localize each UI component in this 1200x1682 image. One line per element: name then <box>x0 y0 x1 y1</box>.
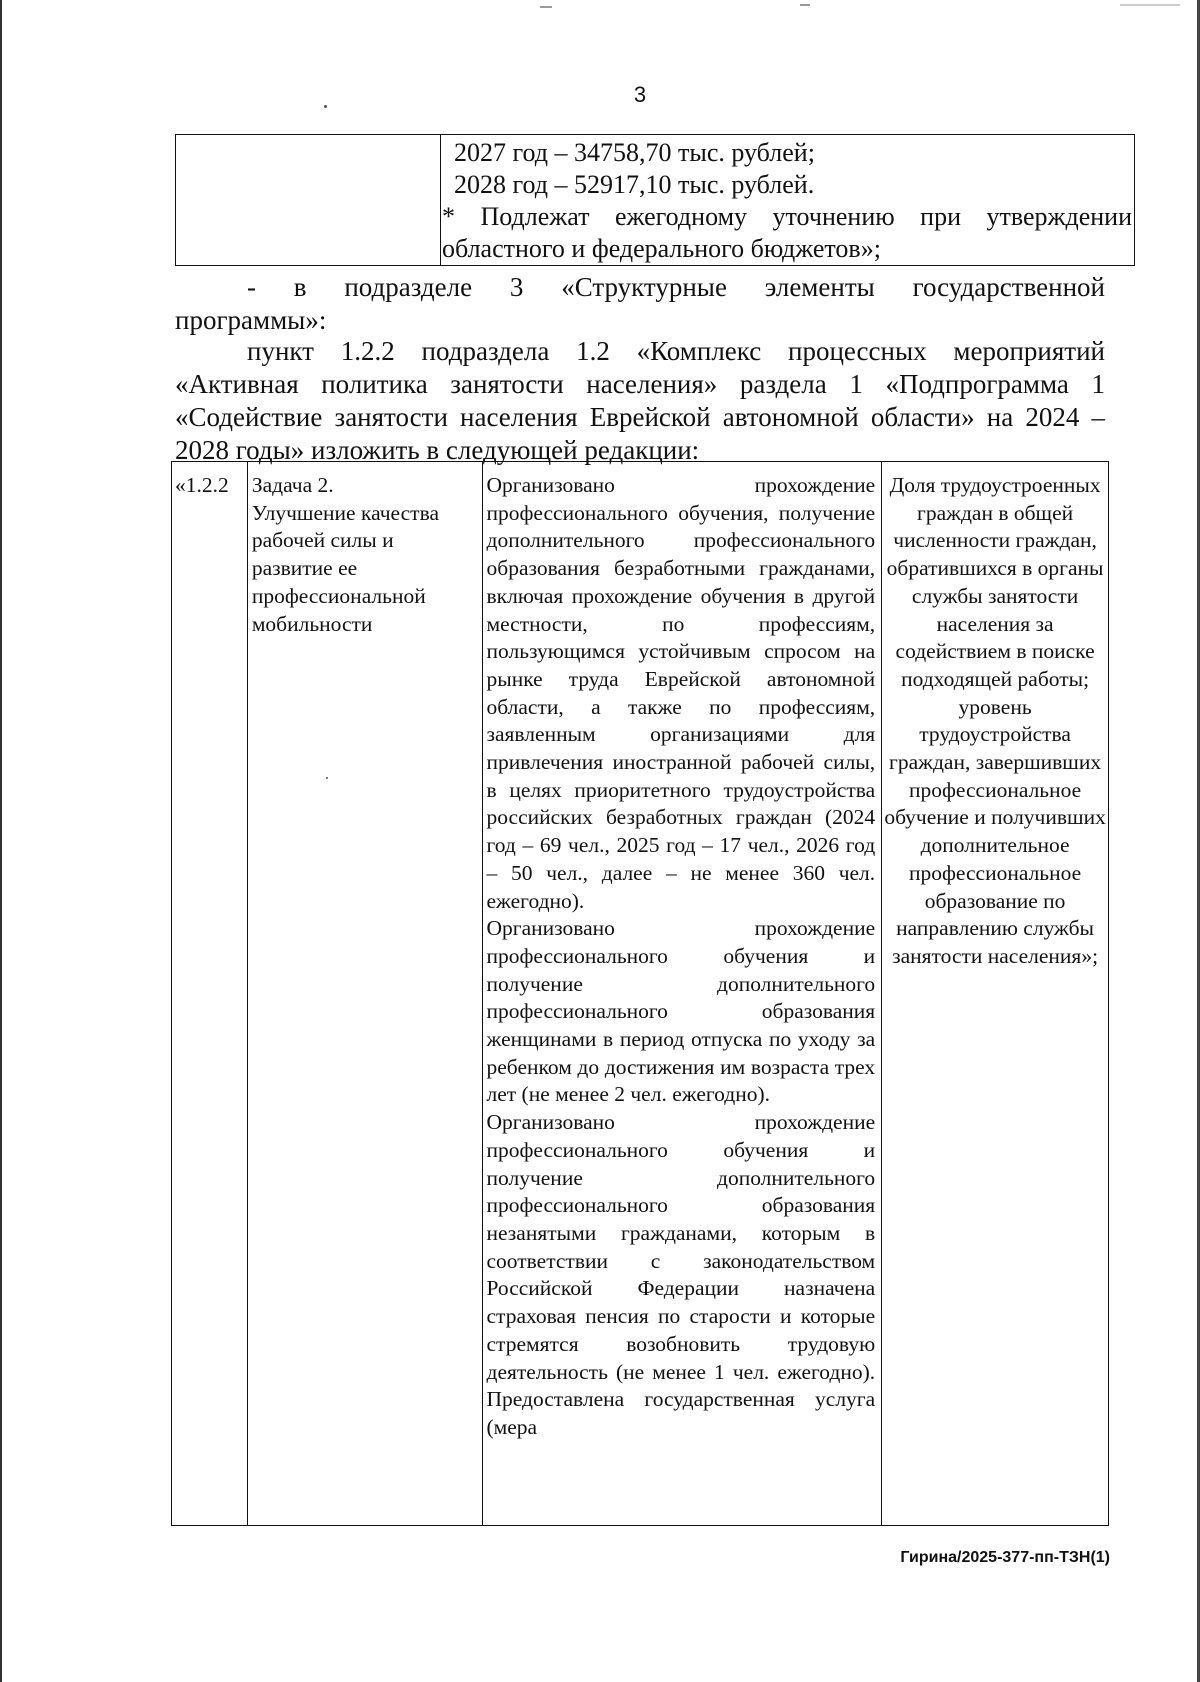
item-number: «1.2.2 <box>175 473 229 497</box>
result-text: Организовано прохождение профессионального обучения и получение дополнительного профессионального образования женщинами в период отпуска по уходу за ребенком до достижения им возраста трех лет (не менее 2 чел. ежегодно). <box>486 916 876 1107</box>
table-row <box>172 462 1109 1526</box>
paragraph-line: - в подразделе 3 «Структурные элементы государственной <box>247 272 1105 302</box>
budget-line-2027: 2027 год – 34758,70 тыс. рублей; <box>454 138 815 167</box>
paragraph-line: программы»: <box>175 305 327 335</box>
paragraph-line: 2028 годы» изложить в следующей редакции: <box>175 435 700 465</box>
paragraph-item <box>175 335 1105 467</box>
paragraph-line: пункт 1.2.2 подраздела 1.2 «Комплекс процессных мероприятий <box>247 336 1105 366</box>
indicator-text: Доля трудоустроенных граждан в общей численности граждан, обратившихся в органы службы занятости населения за содействием в поиске подходящей работы; уровень трудоустройства граждан, завершивших профессиональное обучение и получивших дополнительное профессиональное образование по направлению службы занятости населения»; <box>884 473 1106 968</box>
page-number: 3 <box>633 82 647 107</box>
task-text: Улучшение качества рабочей силы и развитие ее профессиональной мобильности <box>251 500 439 636</box>
task-title: Задача 2. <box>251 473 334 497</box>
scan-artifact <box>540 6 552 8</box>
result-text: Организовано прохождение профессионального обучения, получение дополнительного профессионального образования безработными гражданами, включая прохождение обучения в другой местности, по профессиям, пользующимся устойчивым спросом на рынке труда Еврейской автономной области, а также по профессиям, заявленным организациями для привлечения иностранной рабочей силы, в целях приоритетного трудоустройства российских безработных граждан (2024 год – 69 чел., 2025 год – 17 чел., 2026 год – 50 чел., далее – не менее 360 чел. ежегодно). <box>486 473 876 913</box>
scan-artifact <box>800 4 810 6</box>
budget-note-line: областного и федерального бюджетов»; <box>442 234 881 263</box>
scan-artifact <box>1120 4 1180 6</box>
page-left-edge <box>0 0 2 1682</box>
budget-note-line: * Подлежат ежегодному уточнению при утверждении <box>442 202 1132 231</box>
budget-empty-cell <box>176 135 441 266</box>
measures-table <box>171 461 1109 1526</box>
result-text: Организовано прохождение профессионального обучения и получение дополнительного профессионального образования незанятыми гражданами, которым в соответствии с законодательством Российской Федерации назначена страховая пенсия по старости и которые стремятся возобновить трудовую деятельность (не менее 1 чел. ежегодно). Предоставлена государственная услуга (мера <box>486 1110 876 1439</box>
indicator-cell <box>882 462 1109 1526</box>
budget-table <box>175 134 1135 266</box>
budget-line-2028: 2028 год – 52917,10 тыс. рублей. <box>454 170 815 199</box>
item-number-cell <box>172 462 248 1526</box>
paragraph-subsection <box>175 271 1105 337</box>
paragraph-line: «Содействие занятости населения Еврейской автономной области» на 2024 – <box>175 402 1105 432</box>
task-cell <box>247 462 482 1526</box>
document-reference: Гирина/2025-377-пп-ТЗН(1) <box>900 1549 1110 1566</box>
results-cell <box>482 462 882 1526</box>
paragraph-line: «Активная политика занятости населения» раздела 1 «Подпрограмма 1 <box>175 369 1105 399</box>
budget-text-cell <box>441 135 1135 266</box>
